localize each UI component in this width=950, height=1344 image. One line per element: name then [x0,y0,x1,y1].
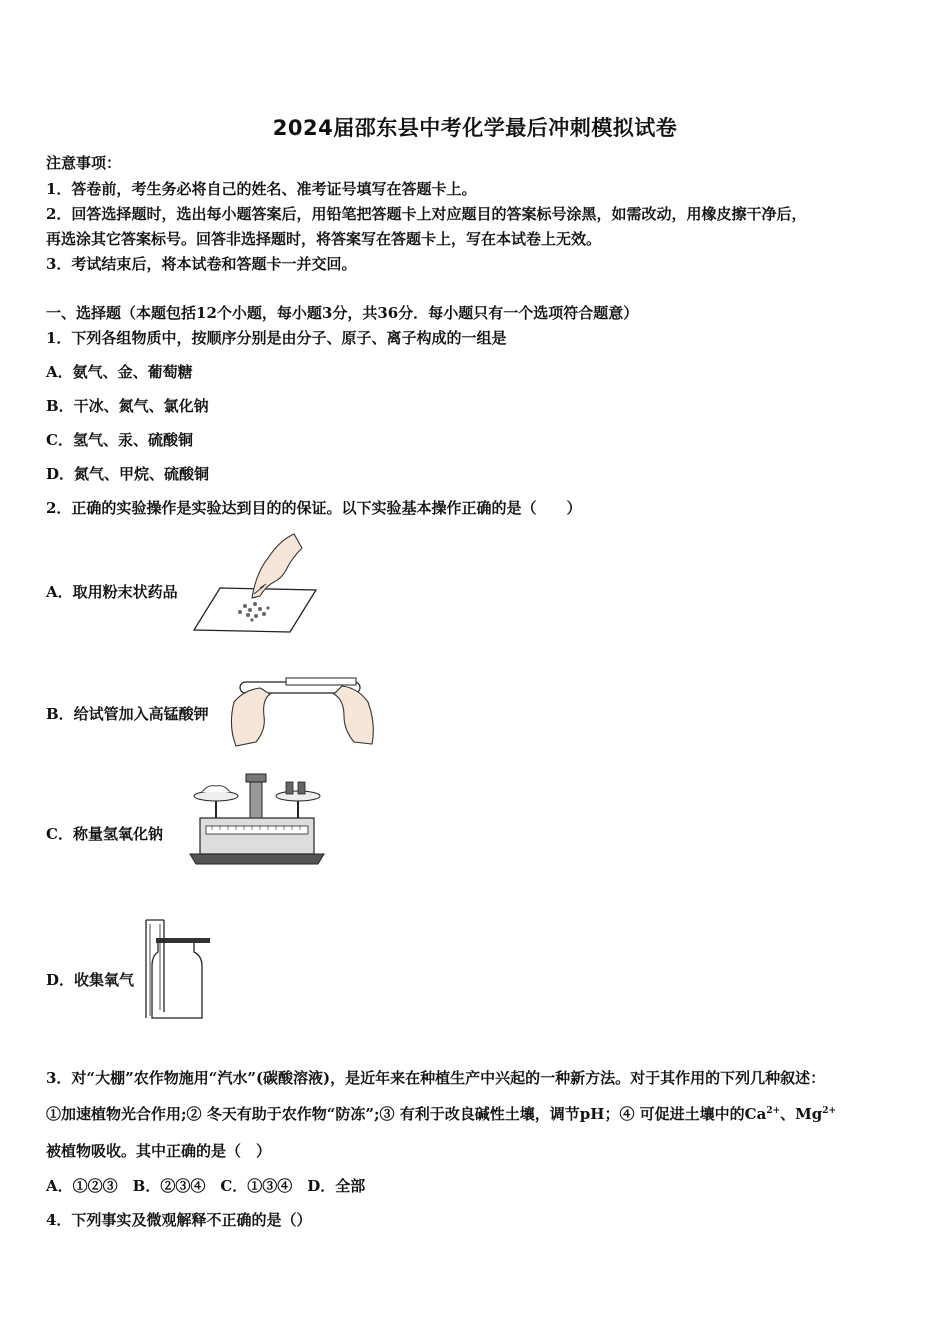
q2-option-c: C．称量氢氧化钠 [46,825,163,843]
q1-option-c: C．氢气、汞、硫酸铜 [46,431,193,449]
q2-option-d: D．收集氧气 [46,971,135,989]
powder-sampling-illustration [190,528,320,636]
mg-charge: 2+ [822,1106,837,1116]
q2-stem: 2．正确的实验操作是实验达到目的的保证。以下实验基本操作正确的是（ ） [46,499,582,517]
notice-item-3: 3．考试结束后，将本试卷和答题卡一并交回。 [46,255,357,273]
q3-line3: 被植物吸收。其中正确的是（ ） [46,1142,272,1160]
q2-option-b: B．给试管加入高锰酸钾 [46,705,209,723]
q3-line2 [46,1103,836,1124]
balance-illustration [186,772,328,868]
q3-line2-main: ①加速植物光合作用;② 冬天有助于农作物“防冻”;③ 有利于改良碱性土壤，调节pH；④ 可促进土壤中的Ca [46,1105,767,1123]
section1-heading: 一、选择题（本题包括12个小题，每小题3分，共36分．每小题只有一个选项符合题意） [46,304,639,322]
page-title: 2024届邵东县中考化学最后冲刺模拟试卷 [272,116,678,140]
q3-options: A．①②③ B．②③④ C．①③④ D．全部 [46,1177,366,1195]
q1-option-b: B．干冰、氮气、氯化钠 [46,397,209,415]
q2-option-a: A．取用粉末状药品 [46,583,178,601]
q1-option-a: A．氨气、金、葡萄糖 [46,363,193,381]
test-tube-illustration [226,672,376,750]
q1-option-d: D．氮气、甲烷、硫酸铜 [46,465,210,483]
notice-item-1: 1．答卷前，考生务必将自己的姓名、准考证号填写在答题卡上。 [46,180,477,198]
q3-line1: 3．对“大棚”农作物施用“汽水”(碳酸溶液)，是近年来在种植生产中兴起的一种新方法。对于其作用的下列几种叙述： [46,1069,826,1087]
q4-stem: 4．下列事实及微观解释不正确的是（） [46,1211,312,1229]
gas-collection-bottle-illustration [140,916,212,1024]
notice-heading: 注意事项： [46,154,122,172]
notice-item-2: 2．回答选择题时，选出每小题答案后，用铅笔把答题卡上对应题目的答案标号涂黑，如需改动，用橡皮擦干净后， [46,205,807,223]
q1-stem: 1．下列各组物质中，按顺序分别是由分子、原子、离子构成的一组是 [46,329,507,347]
ca-charge: 2+ [766,1106,781,1116]
q3-line2-mid: 、Mg [780,1105,823,1123]
notice-item-2-cont: 再选涂其它答案标号。回答非选择题时，将答案写在答题卡上，写在本试卷上无效。 [46,230,602,248]
